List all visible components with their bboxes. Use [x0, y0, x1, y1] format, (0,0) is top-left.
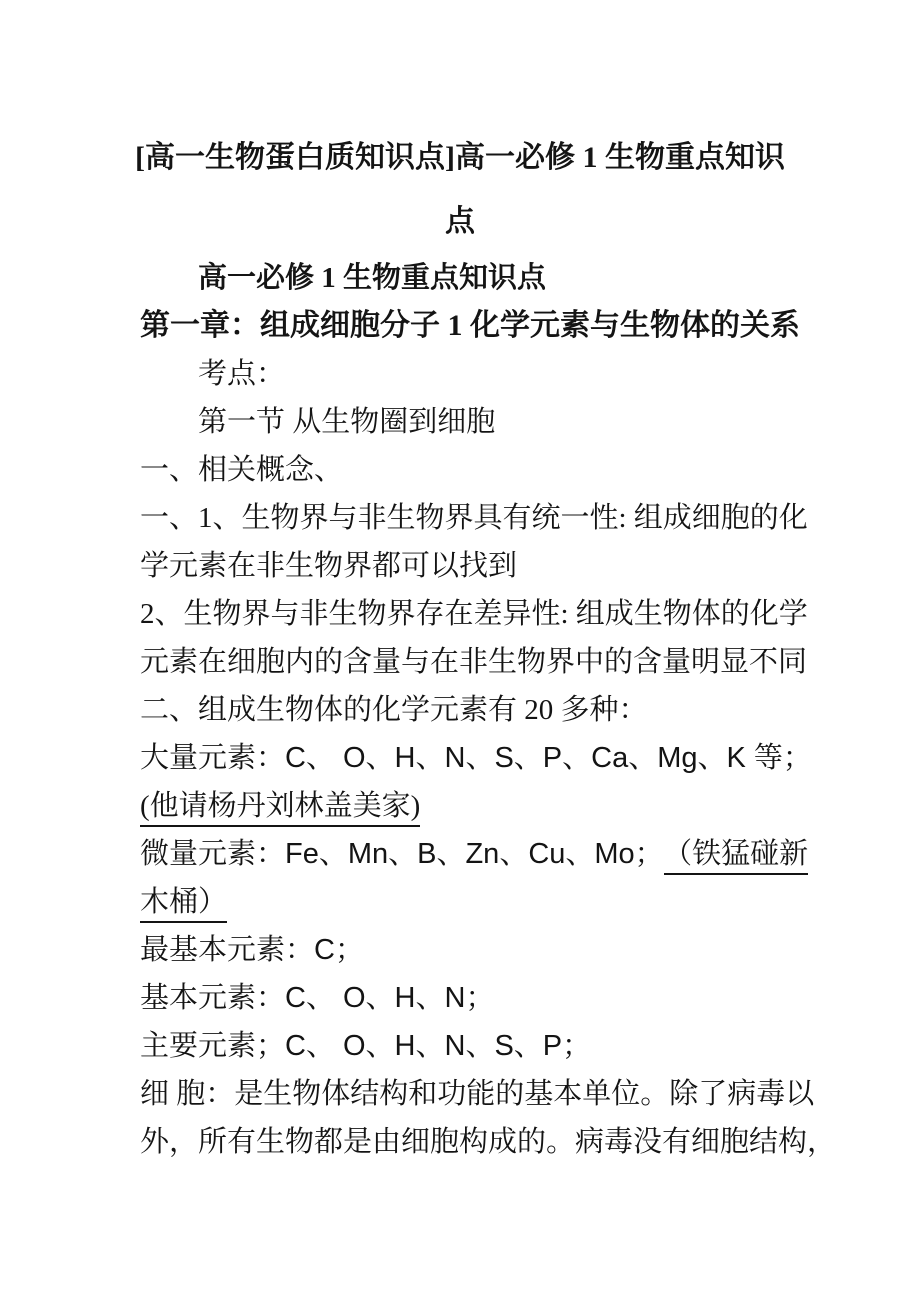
difference-statement-line1: 2、生物界与非生物界存在差异性: 组成生物体的化学 — [140, 598, 808, 630]
major-elements-mnemonic — [140, 782, 802, 830]
difference-statement-line2: 元素在细胞内的含量与在非生物界中的含量明显不同 — [140, 646, 808, 678]
cell-definition-line2: 外，所有生物都是由细胞构成的。病毒没有细胞结构， — [140, 1126, 837, 1158]
trace-elements-text: 微量元素：Fe、Mn、B、Zn、Cu、Mo； — [140, 838, 664, 870]
section-heading: 第一节 从生物圈到细胞 — [198, 406, 496, 438]
most-basic-element-line: 最基本元素：C； — [140, 934, 364, 966]
doc-title-line1: [高一生物蛋白质知识点]高一必修 1 生物重点知识 — [135, 141, 785, 174]
exam-points-label: 考点： — [198, 358, 286, 390]
main-elements-line: 主要元素；C、 O、H、N、S、P； — [140, 1030, 592, 1062]
doc-subtitle: 高一必修 1 生物重点知识点 — [198, 262, 547, 294]
cell-definition-line1: 细 胞：是生物体结构和功能的基本单位。除了病毒以 — [140, 1078, 815, 1110]
unity-statement-line1: 一、1、生物界与非生物界具有统一性: 组成细胞的化 — [140, 502, 808, 534]
major-elements-line: 大量元素：C、 O、H、N、S、P、Ca、Mg、K 等； — [140, 742, 812, 774]
trace-elements-mnemonic-part2: 木桶） — [140, 886, 227, 923]
basic-elements-line: 基本元素：C、 O、H、N； — [140, 982, 495, 1014]
trace-elements-mnemonic-part1: （铁猛碰新 — [664, 838, 809, 875]
doc-title-line2: 点 — [445, 205, 475, 238]
chapter-heading: 第一章：组成细胞分子 1 化学元素与生物体的关系 — [140, 309, 800, 342]
unity-statement-line2: 学元素在非生物界都可以找到 — [140, 550, 518, 582]
trace-elements-line — [140, 830, 809, 878]
element-count-line: 二、组成生物体的化学元素有 20 多种： — [140, 694, 648, 726]
major-elements-mnemonic-text: (他请杨丹刘林盖美家) — [140, 790, 420, 827]
trace-elements-mnemonic-part2-line — [140, 878, 802, 926]
concepts-heading: 一、相关概念、 — [140, 454, 344, 486]
